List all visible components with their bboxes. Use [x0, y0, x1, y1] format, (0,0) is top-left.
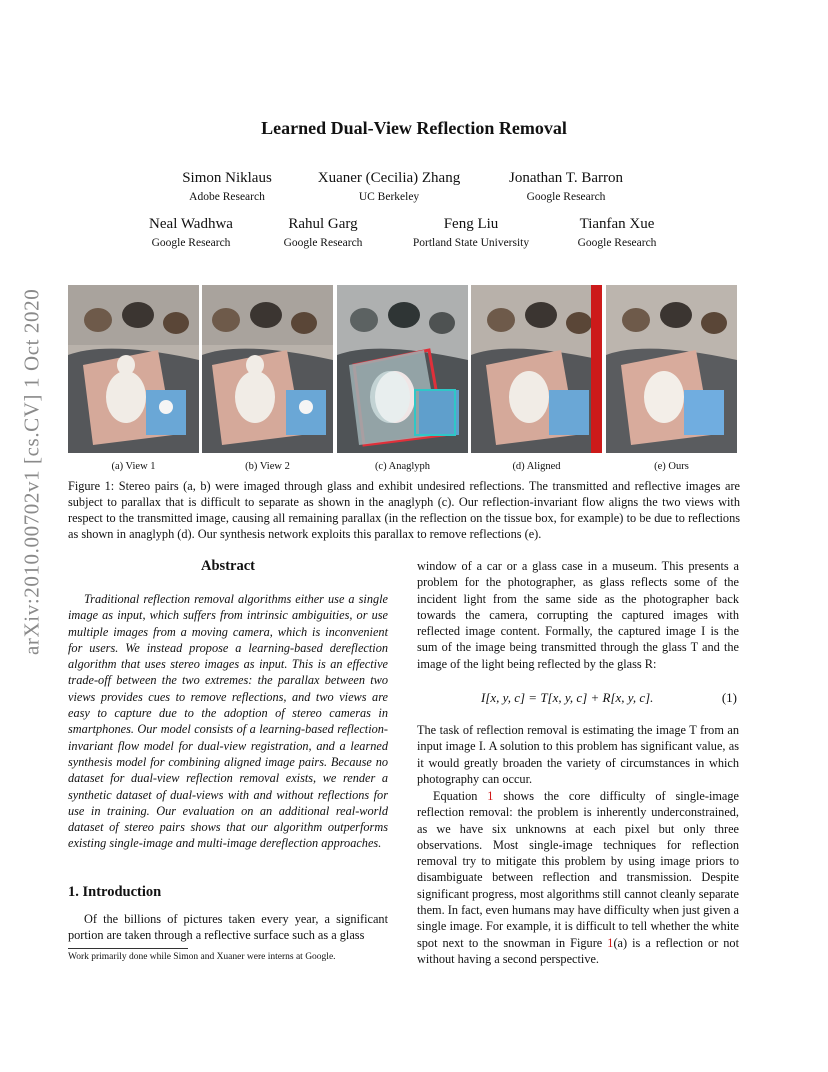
photo-result-illustration [606, 285, 737, 453]
intro-left-text: Of the billions of pictures taken every year, a significant portion are taken through a reflective surface such as a glass [68, 912, 388, 943]
figure-panel-aligned [471, 285, 602, 453]
arxiv-stamp: arXiv:2010.00702v1 [cs.CV] 1 Oct 2020 [19, 288, 44, 656]
author-affiliation: Google Research [151, 237, 231, 249]
author-affiliation: Google Research [283, 237, 363, 249]
author-affiliation: Portland State University [412, 237, 530, 249]
p3-start: Equation [433, 789, 478, 803]
figure-ref-link[interactable]: 1 [607, 935, 614, 950]
author-block [132, 215, 250, 251]
footnote-rule [68, 948, 188, 949]
figure-panel-view1 [68, 285, 199, 453]
author-name: Simon Niklaus [182, 170, 272, 186]
author-block [492, 169, 640, 205]
author-affiliation: UC Berkeley [358, 191, 420, 203]
intro-heading: 1. Introduction [68, 884, 162, 900]
photo-anaglyph-illustration [337, 285, 468, 453]
equation-number: (1) [721, 690, 737, 705]
figure-panel-ours [606, 285, 737, 453]
paper-title: Learned Dual-View Reflection Removal [261, 118, 567, 138]
author-name: Neal Wadhwa [149, 216, 233, 232]
subcaption-e: (e) Ours [654, 461, 689, 472]
author-name: Rahul Garg [288, 216, 358, 232]
author-block [398, 215, 544, 251]
author-block [168, 169, 286, 205]
subcaption-c: (c) Anaglyph [374, 461, 431, 472]
p3-end: (a) is a reflection or not without having a second perspective. [417, 935, 739, 966]
figure-panel-anaglyph [337, 285, 468, 453]
author-name: Feng Liu [443, 216, 499, 232]
author-name: Xuaner (Cecilia) Zhang [317, 170, 461, 186]
subcaption-b: (b) View 2 [245, 461, 290, 472]
abstract-heading: Abstract [201, 558, 255, 574]
figure-caption: Figure 1: Stereo pairs (a, b) were imaged through glass and exhibit undesired reflections. The transmitted and reflective images are subject to parallax that is difficult to separate as shown in the anaglyph (c). Our reflection-invariant flow aligns the two views with respect to the transmitted image, causing all remaining parallax (in the reflection on the tissue box, for example) to be due to reflections as shown in anaglyph (d). Our synthesis network exploits this parallax to remove reflections (e). [68, 479, 740, 541]
figure-panel-view2 [202, 285, 333, 453]
author-block [300, 169, 478, 205]
author-block [264, 215, 382, 251]
subcaption-d: (d) Aligned [512, 461, 561, 472]
author-block [558, 215, 676, 251]
author-affiliation: Adobe Research [189, 191, 265, 203]
photo-view1-illustration [68, 285, 199, 453]
footnote: Work primarily done while Simon and Xuaner were interns at Google. [68, 952, 336, 962]
subcaption-a: (a) View 1 [111, 461, 156, 472]
equation-ref-link[interactable]: 1 [487, 789, 494, 803]
photo-aligned-illustration [471, 285, 602, 453]
intro-right-paragraph-1: window of a car or a glass case in a museum. This presents a problem for the photographer, as glass reflects some of the incident light from the same side as the photographer back towards the camera, corrupting the captured images with reflected image content. Formally, the captured image I is the sum of the image being transmitted through the glass T and the image of the light being reflected by the glass R: [417, 559, 739, 671]
author-affiliation: Google Research [526, 191, 606, 203]
equation-formula: I[x, y, c] = T[x, y, c] + R[x, y, c]. [481, 690, 654, 705]
photo-view2-illustration [202, 285, 333, 453]
abstract-text: Traditional reflection removal algorithms either use a single image as input, which suffers from intrinsic ambiguities, or use multiple images from a moving camera, which is inconvenient for users. We instead propose a learning-based dereflection algorithm that uses stereo images as input. This is an effective trade-off between the two extremes: the parallax between two views provides cues to remove reflections, and two views are easy to capture due to the adoption of stereo cameras in smartphones. Our model consists of a learning-based reflection-invariant flow model for dual-view registration, and a learned synthesis model for combining aligned image pairs. Because no dataset for dual-view reflection removal exists, we render a synthetic dataset of dual-views with and without reflections for use in training. Our evaluation on an additional real-world dataset of stereo pairs shows that our algorithm outperforms existing single-image and multi-image dereflection approaches. [68, 592, 388, 851]
author-name: Tianfan Xue [579, 216, 655, 232]
author-name: Jonathan T. Barron [508, 170, 623, 186]
intro-right-paragraph-3 [417, 788, 739, 967]
author-affiliation: Google Research [577, 237, 657, 249]
intro-right-paragraph-2: The task of reflection removal is estimating the image T from an input image I. A solution to this problem has significant value, as it would greatly broaden the variety of circumstances in which photography can occur. [417, 723, 739, 786]
p3-mid: shows the core difficulty of single-image reflection removal: the problem is inherently underconstrained, as we have six unknowns at each pixel but only three observations. Most single-image techniques for reflection removal try to mitigate this problem by using image priors to disambiguate between reflection and transmission. Despite significant progress, most algorithms still cannot cleanly separate them. In fact, even humans may have difficulty when just given a single image. For example, it is difficult to tell whether the white spot next to the snowman in Figure [417, 789, 739, 950]
